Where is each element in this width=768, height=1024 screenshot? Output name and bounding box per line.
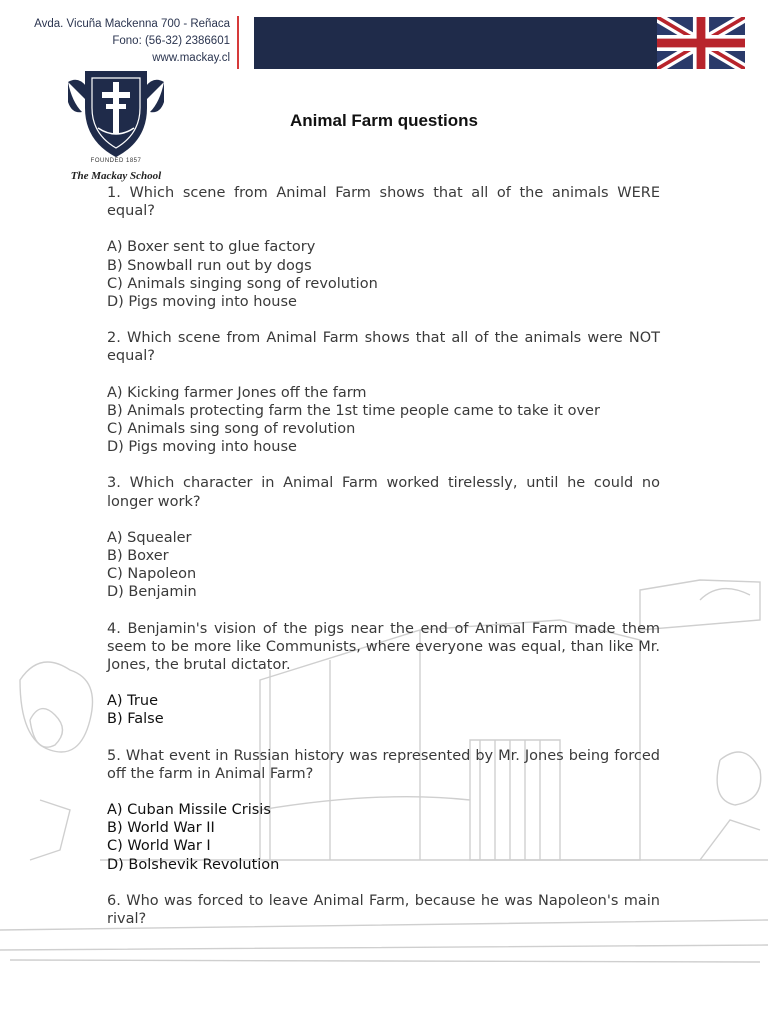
options-2 xyxy=(107,384,660,457)
school-address xyxy=(30,16,230,67)
options-4 xyxy=(107,692,660,728)
option: D) Pigs moving into house xyxy=(107,439,297,456)
option: C) Animals sing song of revolution xyxy=(107,421,356,438)
question-5: 5. What event in Russian history was represented by Mr. Jones being forced off the farm in Animal Farm? xyxy=(107,747,660,782)
uk-flag-icon xyxy=(657,17,745,69)
option: A) Cuban Missile Crisis xyxy=(107,802,271,819)
option: D) Pigs moving into house xyxy=(107,294,297,311)
option: A) Squealer xyxy=(107,529,192,546)
options-5 xyxy=(107,801,660,874)
option: B) Boxer xyxy=(107,548,169,565)
options-3 xyxy=(107,529,660,602)
option: C) Animals singing song of revolution xyxy=(107,275,378,292)
question-3: 3. Which character in Animal Farm worked tirelessly, until he could no longer work? xyxy=(107,475,660,510)
option: A) Kicking farmer Jones off the farm xyxy=(107,384,367,401)
option: A) True xyxy=(107,693,158,710)
question-1: 1. Which scene from Animal Farm shows that all of the animals WERE equal? xyxy=(107,185,660,220)
option: B) False xyxy=(107,711,164,728)
option: D) Bolshevik Revolution xyxy=(107,856,280,873)
option: C) World War I xyxy=(107,838,211,855)
school-crest-logo xyxy=(66,68,166,160)
founded-label: FOUNDED 1857 xyxy=(90,158,142,164)
options-1 xyxy=(107,238,660,311)
question-2: 2. Which scene from Animal Farm shows that all of the animals were NOT equal? xyxy=(107,330,660,365)
question-6: 6. Who was forced to leave Animal Farm, because he was Napoleon's main rival? xyxy=(107,892,660,928)
address-website: www.mackay.cl xyxy=(152,52,230,64)
header-divider xyxy=(237,16,239,69)
question-4: 4. Benjamin's vision of the pigs near the end of Animal Farm made them seem to be more like Communists, where everyone was equal, than like Mr. Jones, the brutal dictator. xyxy=(107,620,660,674)
page-title: Animal Farm questions xyxy=(290,111,478,130)
school-name: The Mackay School xyxy=(70,170,162,182)
question-list xyxy=(107,184,660,946)
option: B) Snowball run out by dogs xyxy=(107,257,312,274)
option: D) Benjamin xyxy=(107,584,197,601)
header-banner xyxy=(254,17,657,69)
option: B) World War II xyxy=(107,820,215,837)
address-street: Avda. Vicuña Mackenna 700 - Reñaca xyxy=(34,18,230,30)
option: C) Napoleon xyxy=(107,566,197,583)
option: A) Boxer sent to glue factory xyxy=(107,239,316,256)
address-phone: Fono: (56-32) 2386601 xyxy=(112,35,230,47)
option: B) Animals protecting farm the 1st time people came to take it over xyxy=(107,402,600,419)
